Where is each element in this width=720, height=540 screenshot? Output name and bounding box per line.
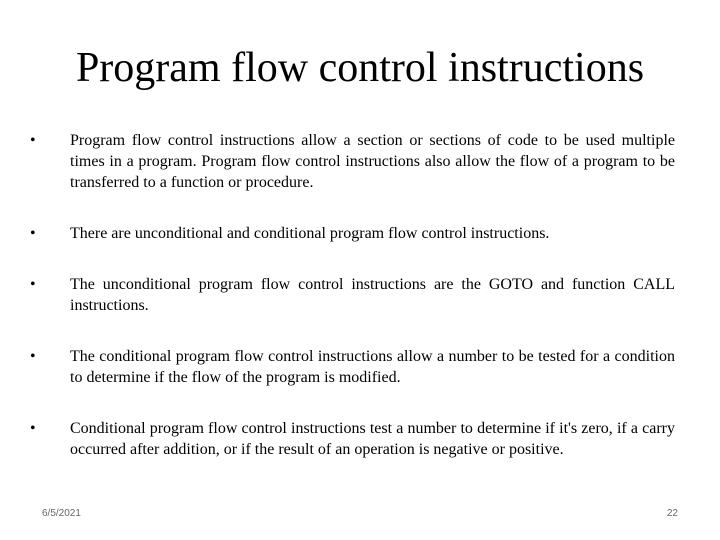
bullet-text: There are unconditional and conditional program flow control instructions. [70, 225, 550, 242]
bullet-item [30, 130, 675, 193]
bullet-list [30, 130, 675, 490]
bullet-item [30, 223, 675, 244]
bullet-text: Conditional program flow control instructions test a number to determine if it's zero, if a carry occurred after addition, or if the result of an operation is negative or positive. [70, 420, 675, 458]
bullet-icon: • [30, 225, 36, 242]
bullet-icon: • [30, 420, 36, 437]
bullet-text: The conditional program flow control instructions allow a number to be tested for a condition to determine if the flow of the program is modified. [70, 348, 675, 386]
bullet-item [30, 346, 675, 388]
bullet-item [30, 274, 675, 316]
slide-title: Program flow control instructions [75, 45, 645, 91]
bullet-item [30, 418, 675, 460]
slide-number: 22 [666, 508, 678, 519]
bullet-text: The unconditional program flow control instructions are the GOTO and function CALL instructions. [70, 276, 675, 314]
footer-date: 6/5/2021 [42, 508, 81, 519]
bullet-icon: • [30, 276, 36, 293]
bullet-icon: • [30, 348, 36, 365]
bullet-icon: • [30, 132, 36, 149]
bullet-text: Program flow control instructions allow a section or sections of code to be used multiple times in a program. Program flow control instructions also allow the flow of a program to be transferred to a function or procedure. [70, 132, 675, 191]
